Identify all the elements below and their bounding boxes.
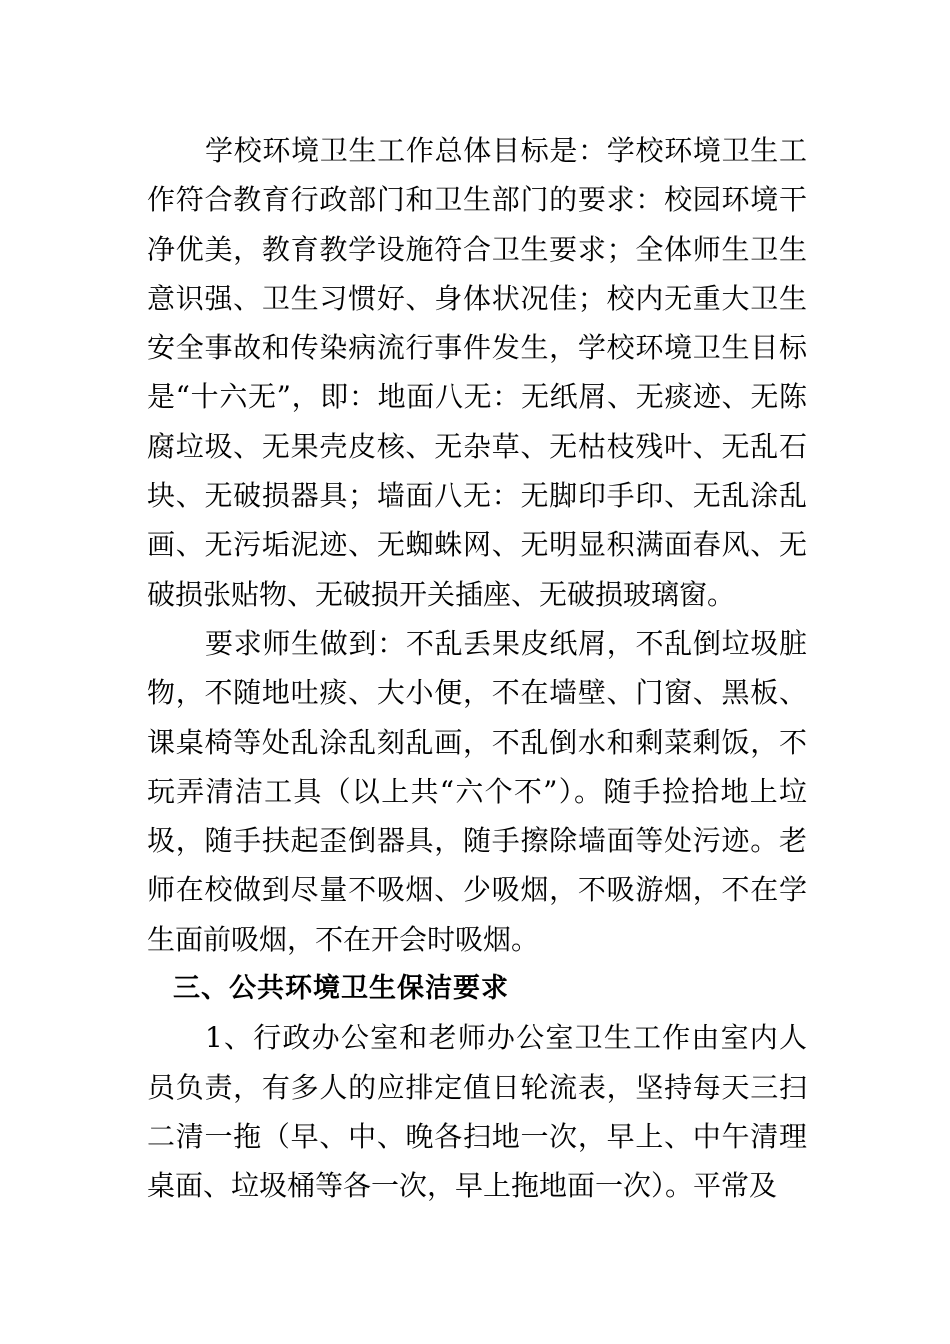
paragraph-office-cleaning: 1、行政办公室和老师办公室卫生工作由室内人员负责，有多人的应排定值日轮流表，坚持每天三扫二清一拖（早、中、晚各扫地一次，早上、中午清理桌面、垃圾桶等各一次，早上拖地面一次）。平常及 xyxy=(147,1021,807,1203)
document-page xyxy=(147,126,807,1211)
paragraph-overall-goal: 学校环境卫生工作总体目标是：学校环境卫生工作符合教育行政部门和卫生部门的要求：校园环境干净优美，教育教学设施符合卫生要求；全体师生卫生意识强、卫生习惯好、身体状况佳；校内无重大卫生安全事故和传染病流行事件发生，学校环境卫生目标是“十六无”，即：地面八无：无纸屑、无痰迹、无陈腐垃圾、无果壳皮核、无杂草、无枯枝残叶、无乱石块、无破损器具；墙面八无：无脚印手印、无乱涂乱画、无污垢泥迹、无蜘蛛网、无明显积满面春风、无破损张贴物、无破损开关插座、无破损玻璃窗。 xyxy=(147,134,807,611)
paragraph-requirements: 要求师生做到：不乱丢果皮纸屑，不乱倒垃圾脏物，不随地吐痰、大小便，不在墙壁、门窗、黑板、课桌椅等处乱涂乱刻乱画，不乱倒水和剩菜剩饭，不玩弄清洁工具（以上共“六个不”）。随手捡拾地上垃圾，随手扶起歪倒器具，随手擦除墙面等处污迹。老师在校做到尽量不吸烟、少吸烟，不吸游烟，不在学生面前吸烟，不在开会时吸烟。 xyxy=(147,626,807,956)
section-heading: 三、公共环境卫生保洁要求 xyxy=(173,973,509,1005)
